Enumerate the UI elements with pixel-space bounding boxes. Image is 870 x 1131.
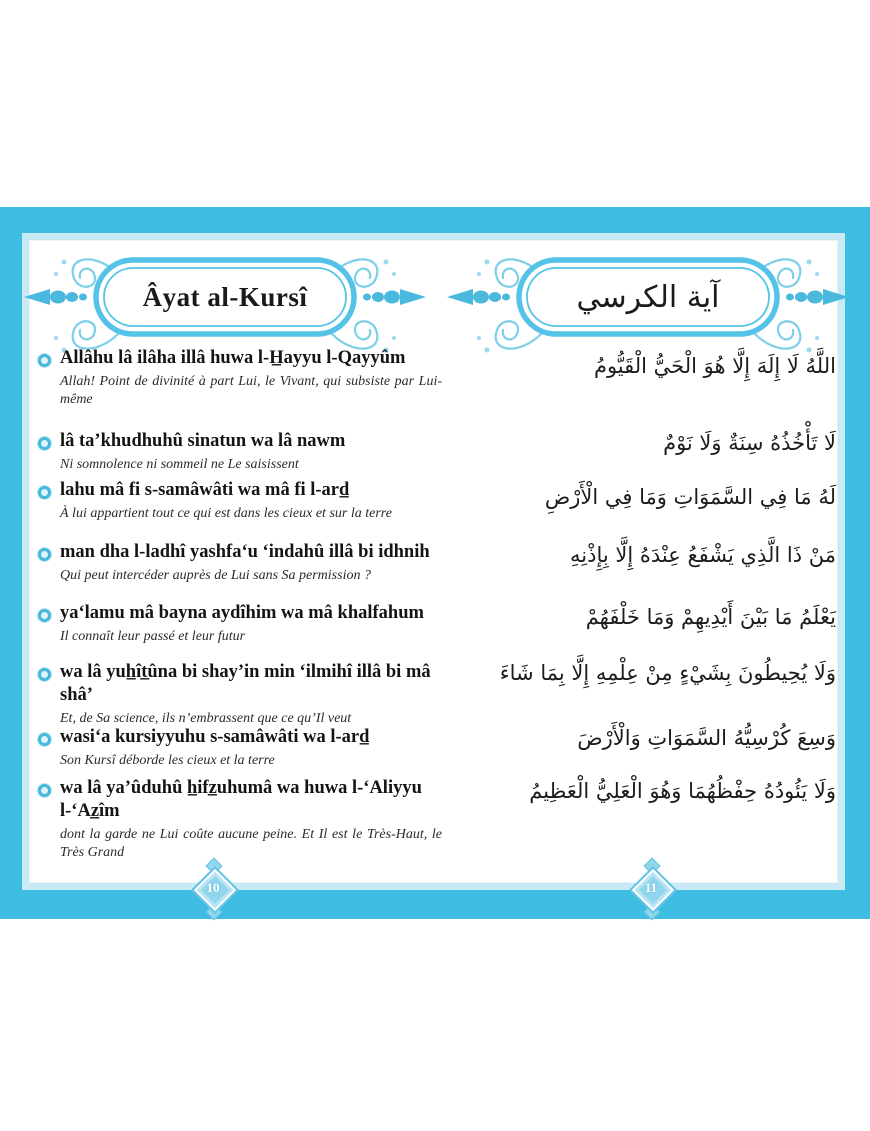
arabic-verse: مَنْ ذَا الَّذِي يَشْفَعُ عِنْدَهُ إِلَّا بِإِذْنِهِ	[570, 543, 836, 567]
translit-line: man dha l-ladhî yashfa‘u ‘indahû illâ bi idhnih	[60, 542, 430, 562]
diamond-dot-icon	[38, 548, 51, 561]
arabic-verse: اللَّهُ لَا إِلَهَ إِلَّا هُوَ الْحَيُّ الْقَيُّومُ	[593, 354, 836, 378]
diamond-dot-icon	[38, 486, 51, 499]
left-page-title: Âyat al-Kursî	[142, 281, 308, 312]
translit-line: wasi‘a kursiyyuhu s-samâwâti wa l-ard̲	[60, 727, 370, 747]
french-translation: Ni somnolence ni sommeil ne Le saisissent	[60, 457, 299, 472]
diamond-dot-icon	[38, 354, 51, 367]
french-translation: À lui appartient tout ce qui est dans les cieux et sur la terre	[60, 506, 392, 521]
diamond-dot-icon	[38, 437, 51, 450]
diamond-ornament-icon	[628, 856, 674, 920]
arabic-verse: وَلَا يَئُودُهُ حِفْظُهُمَا وَهُوَ الْعَلِيُّ الْعَظِيمُ	[529, 779, 836, 803]
page-number: 11	[644, 880, 658, 895]
french-translation: Allah! Point de divinité à part Lui, le Vivant, qui subsiste par Lui-même	[60, 374, 442, 407]
list-item	[36, 347, 442, 409]
arabic-verse: يَعْلَمُ مَا بَيْنَ أَيْدِيهِمْ وَمَا خَلْفَهُمْ	[585, 605, 836, 629]
list-item	[36, 661, 442, 728]
french-translation: Qui peut intercéder auprès de Lui sans Sa permission ?	[60, 568, 371, 583]
list-item	[36, 726, 442, 770]
arabic-verse: لَا تَأْخُذُهُ سِنَةٌ وَلَا نَوْمٌ	[663, 431, 836, 455]
right-title-cartouche	[443, 248, 853, 364]
page-number: 10	[206, 880, 220, 895]
translit-line: lahu mâ fi s-samâwâti wa mâ fi l-ard̲	[60, 480, 350, 500]
diamond-dot-icon	[38, 668, 51, 681]
french-translation: Et, de Sa science, ils n’embrassent que ce qu’Il veut	[60, 711, 352, 726]
arabic-verse: وَلَا يُحِيطُونَ بِشَيْءٍ مِنْ عِلْمِهِ إِلَّا بِمَا شَاءَ	[499, 661, 836, 685]
diamond-dot-icon	[38, 784, 51, 797]
list-item	[36, 430, 442, 474]
translit-line: ya‘lamu mâ bayna aydîhim wa mâ khalfahum	[60, 603, 424, 623]
french-translation: Il connaît leur passé et leur futur	[60, 629, 246, 644]
arabic-verse: وَسِعَ كُرْسِيُّهُ السَّمَوَاتِ وَالْأَرْضَ	[577, 726, 836, 750]
translit-line: Allâhu lâ ilâha illâ huwa l-H̲ayyu l-Qayyûm	[60, 348, 406, 368]
french-translation: dont la garde ne Lui coûte aucune peine. Et Il est le Très-Haut, le Très Grand	[60, 827, 442, 860]
right-page-title: آية الكرسي	[576, 279, 720, 315]
diamond-ornament-icon	[190, 856, 236, 920]
translit-line: wa lâ yuh̲ît̲ûna bi shay’in min ‘ilmihî illâ bi mâ shâ’	[60, 662, 431, 705]
diamond-dot-icon	[38, 609, 51, 622]
translit-line: wa lâ ya’ûduhû h̲ifz̲uhumâ wa huwa l-‘Aliyyu l-‘Az̲îm	[60, 778, 422, 821]
french-translation: Son Kursî déborde les cieux et la terre	[60, 753, 275, 768]
list-item	[36, 479, 442, 523]
list-item	[36, 602, 442, 646]
list-item	[36, 777, 442, 862]
arabic-verse: لَهُ مَا فِي السَّمَوَاتِ وَمَا فِي الْأَرْضِ	[544, 485, 836, 509]
diamond-dot-icon	[38, 733, 51, 746]
list-item	[36, 541, 442, 585]
translit-line: lâ ta’khudhuhû sinatun wa lâ nawm	[60, 431, 346, 451]
